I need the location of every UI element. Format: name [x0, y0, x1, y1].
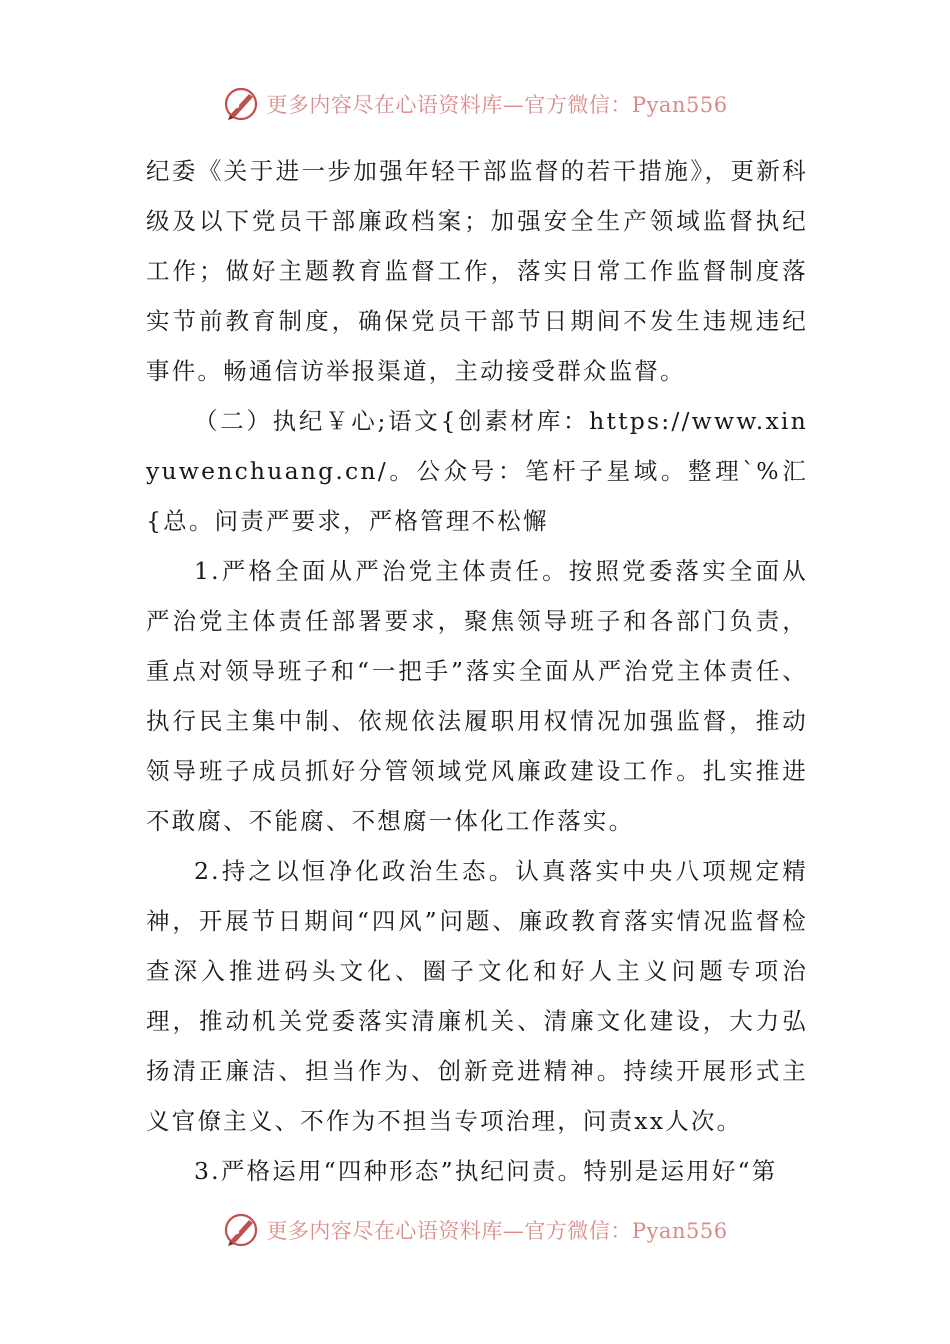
document-body: [146, 146, 808, 1196]
header-watermark: [0, 82, 950, 126]
paragraph-item-1: 1.严格全面从严治党主体责任。按照党委落实全面从严治党主体责任部署要求，聚焦领导班子和各部门负责，重点对领导班子和“一把手”落实全面从严治党主体责任、执行民主集中制、依规依法履职用权情况加强监督，推动领导班子成员抓好分管领域党风廉政建设工作。扎实推进不敢腐、不能腐、不想腐一体化工作落实。: [146, 557, 808, 835]
watermark-text: 更多内容尽在心语资料库—官方微信：Pyan556: [266, 1219, 728, 1243]
paragraph-item-2: 2.持之以恒净化政治生态。认真落实中央八项规定精神，开展节日期间“四风”问题、廉政教育落实情况监督检查深入推进码头文化、圈子文化和好人主义问题专项治理，推动机关党委落实清廉机关、清廉文化建设，大力弘扬清正廉洁、担当作为、创新竞进精神。持续开展形式主义官僚主义、不作为不担当专项治理，问责xx人次。: [146, 857, 808, 1135]
watermark-text: 更多内容尽在心语资料库—官方微信：Pyan556: [266, 93, 728, 117]
section-heading-2: （二）执纪￥心;语文{创素材库：https://www.xinyuwenchuang.cn/。公众号：笔杆子星域。整理`%汇{总。问责严要求，严格管理不松懈: [146, 407, 808, 535]
paragraph-item-3: 3.严格运用“四种形态”执纪问责。特别是运用好“第: [194, 1157, 778, 1185]
footer-watermark: [0, 1208, 950, 1252]
paragraph-continued: 纪委《关于进一步加强年轻干部监督的若干措施》，更新科级及以下党员干部廉政档案；加强安全生产领域监督执纪工作；做好主题教育监督工作，落实日常工作监督制度落实节前教育制度，确保党员干部节日期间不发生违规违纪事件。畅通信访举报渠道，主动接受群众监督。: [146, 157, 808, 385]
pen-seal-icon: [222, 1211, 260, 1249]
pen-seal-icon: [222, 85, 260, 123]
